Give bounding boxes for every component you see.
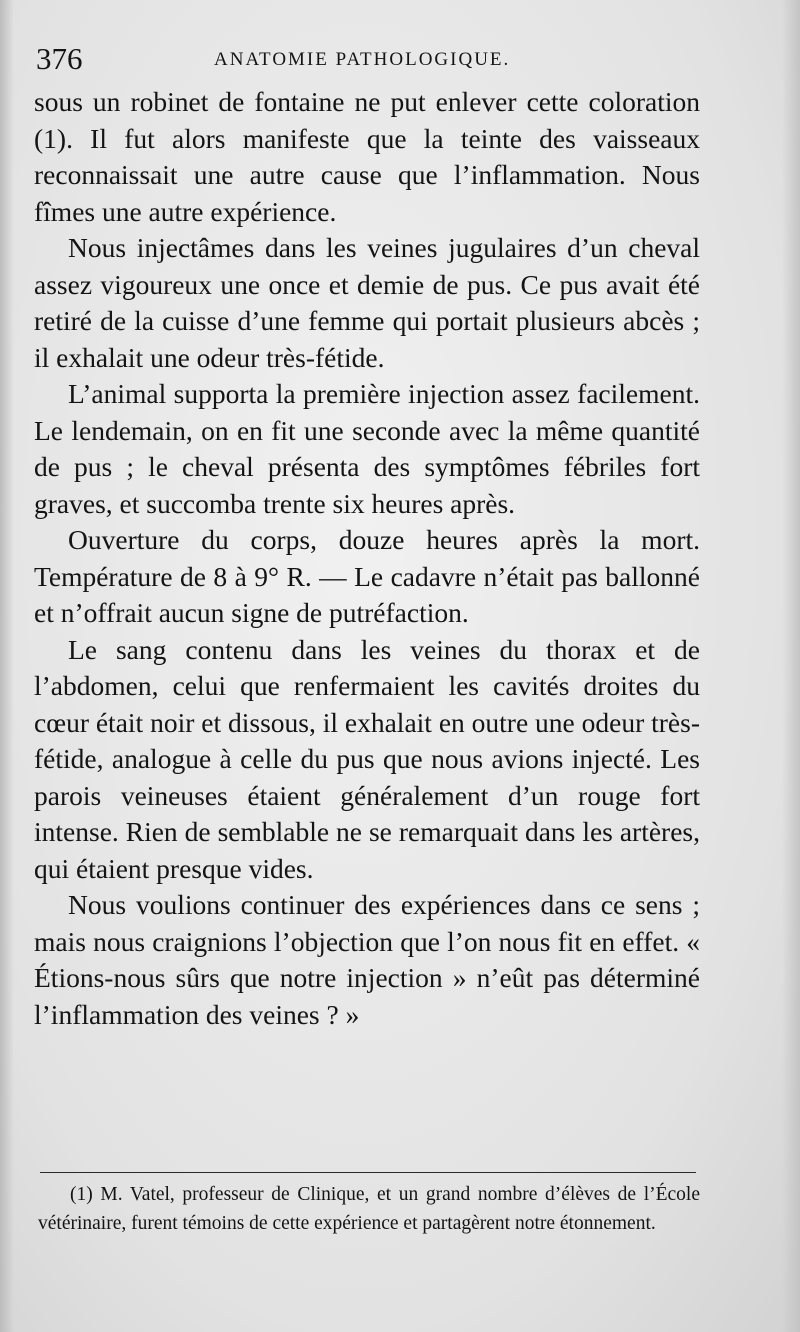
paragraph: Ouverture du corps, douze heures après la mort. Température de 8 à 9° R. — Le cadavre n’était pas ballonné et n’offrait aucun signe de putréfaction. <box>34 524 700 628</box>
footnote-rule <box>40 1172 696 1173</box>
paragraph: Nous voulions continuer des expériences dans ce sens ; mais nous craignions l’objection que l’on nous fit en effet. « Étions-nous sûrs que notre injection » n’eût pas déterminé l’inflammation des veines ? » <box>34 889 700 1030</box>
paragraph: Le sang contenu dans les veines du thorax et de l’abdomen, celui que renfermaient les cavités droites du cœur était noir et dissous, il exhalait en outre une odeur très-fétide, analogue à celle du pus que nous avions injecté. Les parois veineuses étaient généralement d’un rouge fort intense. Rien de semblable ne se remarquait dans les artères, qui étaient presque vides. <box>34 633 700 884</box>
body-text <box>34 84 700 1033</box>
footnote <box>38 1180 700 1238</box>
footnote-text: (1) M. Vatel, professeur de Clinique, et un grand nombre d’élèves de l’École vétérinaire, furent témoins de cette expérience et partagèrent notre étonnement. <box>38 1184 700 1234</box>
page-shadow-left <box>0 0 14 1332</box>
paragraph: Nous injectâmes dans les veines jugulaires d’un cheval assez vigoureux une once et demie de pus. Ce pus avait été retiré de la cuisse d’une femme qui portait plusieurs abcès ; il exhalait une odeur très-fétide. <box>34 232 700 373</box>
page-number: 376 <box>36 41 83 76</box>
page-shadow-right <box>782 0 800 1332</box>
paragraph: sous un robinet de fontaine ne put enlever cette coloration (1). Il fut alors manifeste que la teinte des vaisseaux reconnaissait une autre cause que l’inflammation. Nous fîmes une autre expérience. <box>34 86 700 227</box>
page-header <box>36 34 736 84</box>
running-head: ANATOMIE PATHOLOGIQUE. <box>214 49 511 70</box>
paragraph: L’animal supporta la première injection assez facilement. Le lendemain, on en fit une seconde avec la même quantité de pus ; le cheval présenta des symptômes fébriles fort graves, et succomba trente six heures après. <box>34 378 700 519</box>
